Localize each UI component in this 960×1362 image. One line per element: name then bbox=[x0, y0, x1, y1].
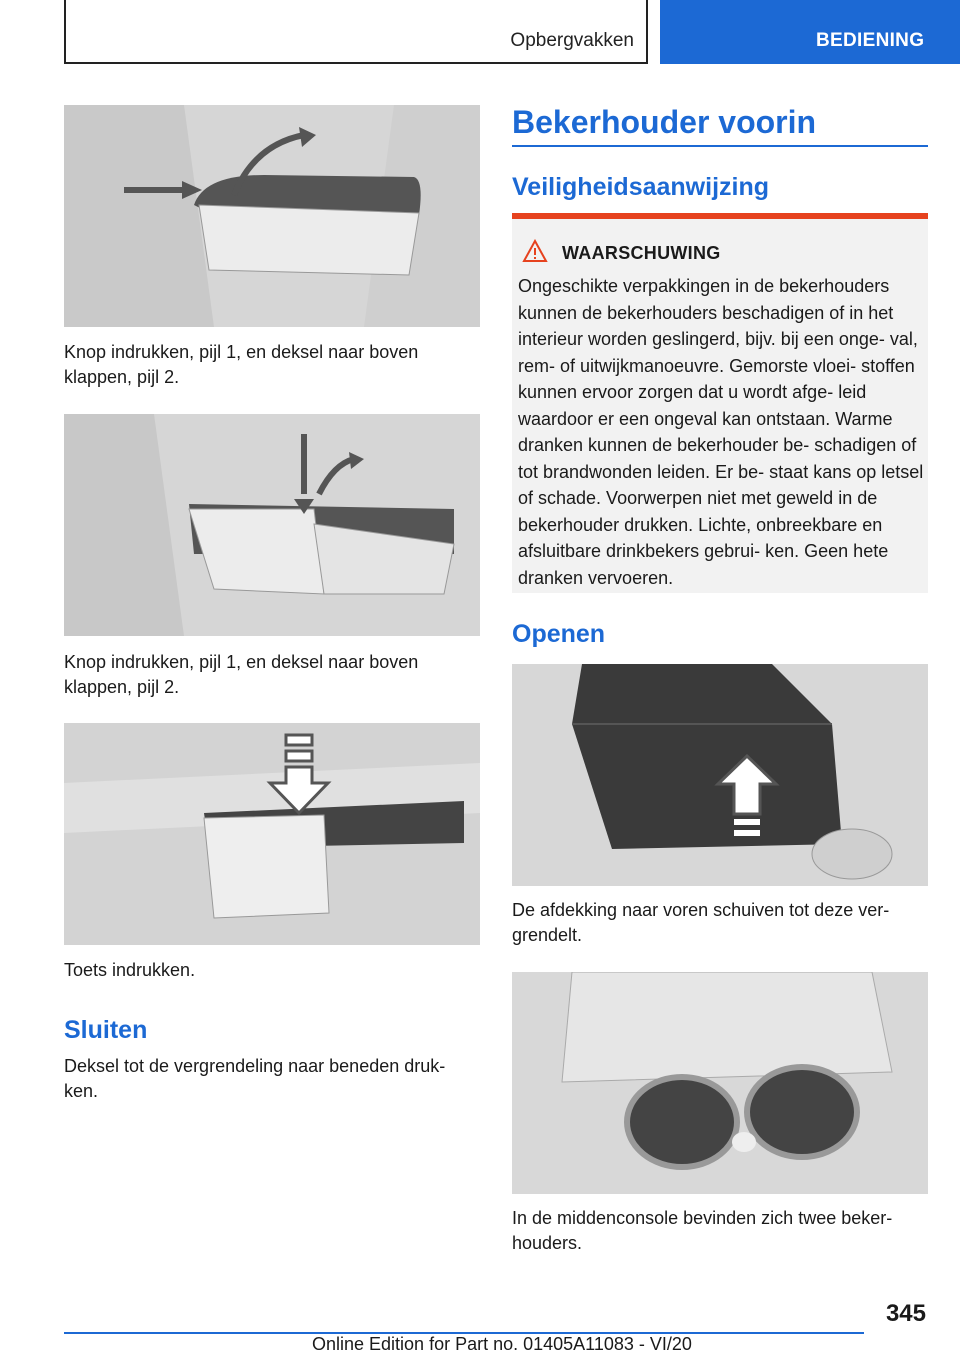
section-title: BEDIENING bbox=[816, 30, 925, 51]
title-rule bbox=[512, 145, 928, 147]
chapter-title: Opbergvakken bbox=[510, 30, 634, 51]
page-number: 345 bbox=[885, 1300, 926, 1327]
heading-openen: Openen bbox=[512, 620, 606, 648]
caption-figure-1: Knop indrukken, pijl 1, en deksel naar boven klappen, pijl 2. bbox=[64, 342, 419, 387]
heading-sluiten: Sluiten bbox=[64, 1016, 148, 1044]
page-title: Bekerhouder voorin bbox=[512, 104, 817, 140]
warning-text: Ongeschikte verpakkingen in de bekerhouders kunnen de bekerhouders beschadigen of in het interieur worden geslingerd, bijv. bij een onge- val, rem- of uitwijkmanoeuvre. Gemorste vloei- stoffen kunnen ervoor zorgen dat u wordt afge- leid waardoor er een ongeval kan ontstaan. Warme dranken kunnen de bekerhouder be- schadigen of tot brandwonden leiden. Er be- staat kans op letsel of schade. Voorwerpen niet met geweld in de bekerhouder drukken. Lichte, onbreekbare en afsluitbare drinkbekers gebrui- ken. Geen hete dranken vervoeren. bbox=[518, 276, 924, 588]
footer-edition: Online Edition for Part no. 01405A11083 - VI/20 bbox=[312, 1334, 692, 1354]
heading-veiligheidsaanwijzing: Veiligheidsaanwijzing bbox=[512, 173, 770, 201]
caption-figure-2: Knop indrukken, pijl 1, en deksel naar boven klappen, pijl 2. bbox=[64, 652, 419, 697]
warning-label: WAARSCHUWING bbox=[562, 243, 721, 263]
header-section-box bbox=[660, 0, 960, 64]
armrest-button-illustration bbox=[64, 723, 480, 945]
caption-figure-3: Toets indrukken. bbox=[64, 960, 196, 980]
caption-bekerhouders: In de middenconsole bevinden zich twee beker- houders. bbox=[512, 1208, 893, 1253]
armrest-open-illustration-1 bbox=[64, 105, 480, 327]
sluiten-text: Deksel tot de vergrendeling naar beneden druk- ken. bbox=[64, 1056, 446, 1101]
header-chapter-box bbox=[64, 0, 648, 64]
armrest-open-illustration-2 bbox=[64, 414, 480, 636]
caption-openen: De afdekking naar voren schuiven tot deze ver- grendelt. bbox=[512, 900, 890, 945]
cupholders-illustration bbox=[512, 972, 928, 1194]
warning-triangle-icon bbox=[522, 239, 548, 263]
cupholder-cover-illustration bbox=[512, 664, 928, 886]
warning-box bbox=[512, 213, 928, 593]
